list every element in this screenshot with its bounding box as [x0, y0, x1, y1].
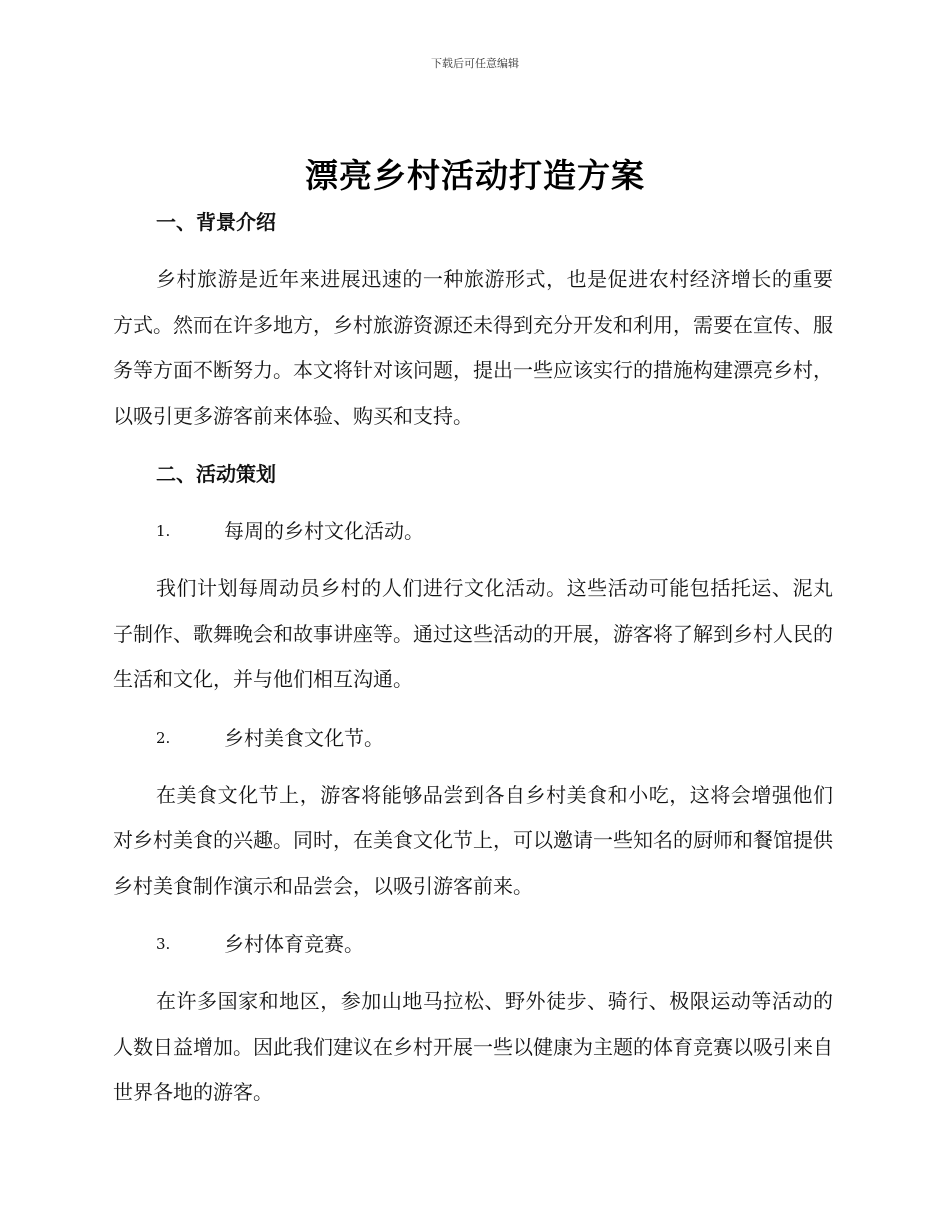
list-title: 每周的乡村文化活动。 [224, 519, 424, 543]
document-title: 漂亮乡村活动打造方案 [305, 156, 645, 195]
paragraph-culture-activity: 我们计划每周动员乡村的人们进行文化活动。这些活动可能包括托运、泥丸子制作、歌舞晚会和故事讲座等。通过这些活动的开展，游客将了解到乡村人民的生活和文化，并与他们相互沟通。 [113, 576, 833, 691]
list-number: 3. [156, 935, 171, 953]
paragraph-food-festival: 在美食文化节上，游客将能够品尝到各自乡村美食和小吃，这将会增强他们对乡村美食的兴趣。同时，在美食文化节上，可以邀请一些知名的厨师和餐馆提供乡村美食制作演示和品尝会，以吸引游客前来。 [113, 782, 833, 898]
list-title: 乡村体育竞赛。 [224, 932, 364, 956]
list-item-3 [113, 922, 833, 966]
list-item-1 [113, 509, 833, 553]
list-number: 1. [156, 522, 171, 540]
paragraph-background: 乡村旅游是近年来进展迅速的一种旅游形式，也是促进农村经济增长的重要方式。然而在许多地方，乡村旅游资源还未得到充分开发和利用，需要在宣传、服务等方面不断努力。本文将针对该问题，提出一些应该实行的措施构建漂亮乡村，以吸引更多游客前来体验、购买和支持。 [113, 267, 833, 428]
list-title: 乡村美食文化节。 [224, 725, 384, 750]
document-body [113, 200, 833, 1116]
header-note: 下载后可任意编辑 [431, 57, 519, 70]
section-heading-background: 一、背景介绍 [156, 210, 276, 234]
list-item-2 [113, 716, 833, 760]
list-number: 2. [156, 728, 171, 747]
section-heading-activity-plan: 二、活动策划 [156, 462, 276, 486]
paragraph-sports-competition: 在许多国家和地区，参加山地马拉松、野外徒步、骑行、极限运动等活动的人数日益增加。因此我们建议在乡村开展一些以健康为主题的体育竞赛以吸引来自世界各地的游客。 [113, 989, 833, 1104]
